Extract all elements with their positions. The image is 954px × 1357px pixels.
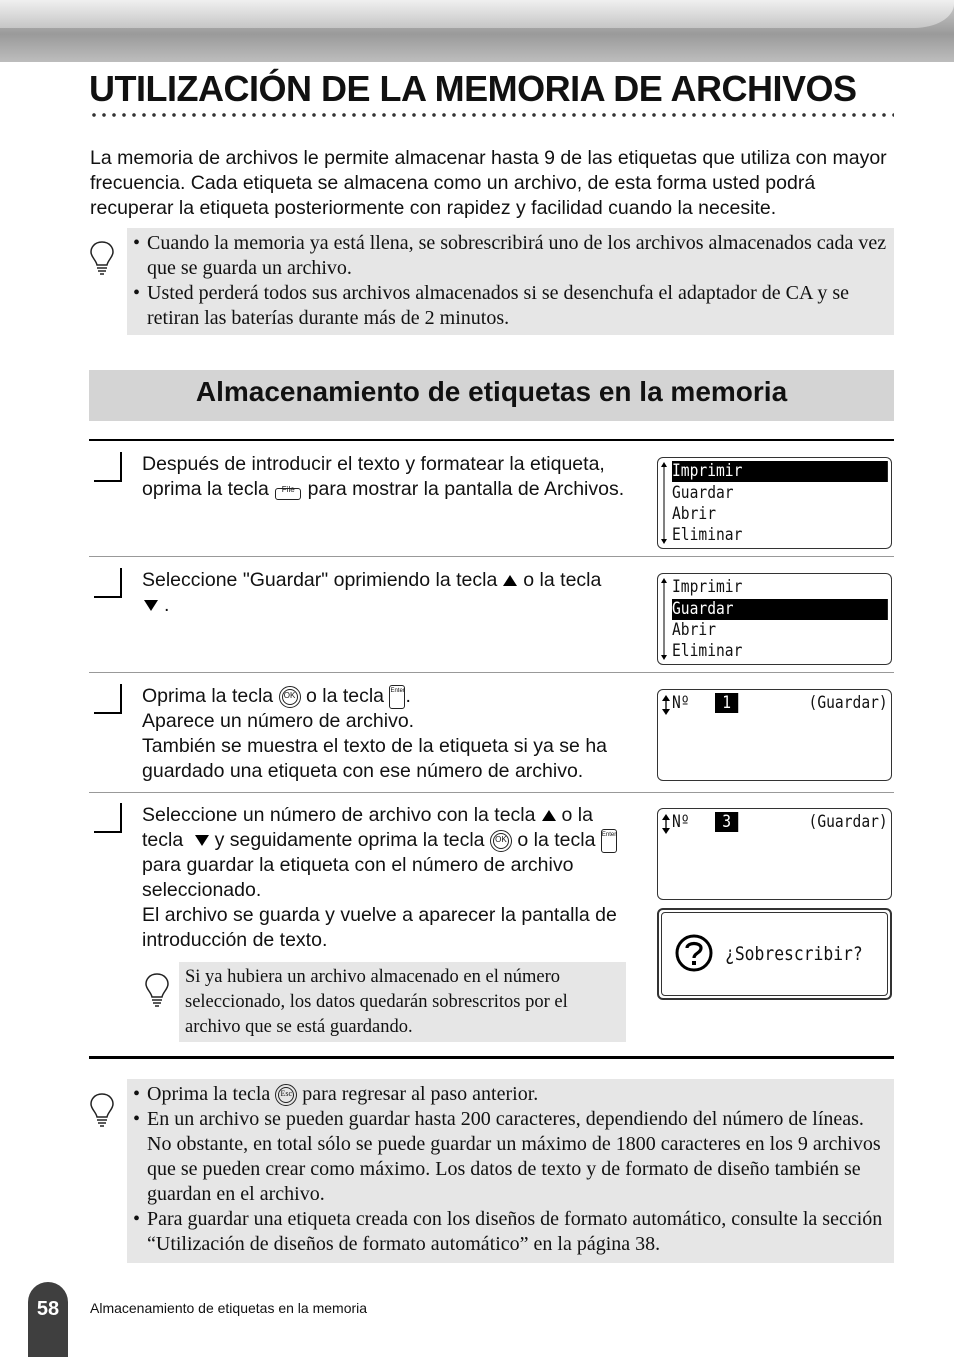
list-item: • Oprima la tecla Esc para regresar al paso anterior.: [147, 1082, 888, 1107]
list-item: • Para guardar una etiqueta creada con los diseños de formato automático, consulte la sección “Utilización de diseños de formato automático” en la página 38.: [147, 1207, 888, 1257]
section-header: [89, 370, 894, 421]
page-title: UTILIZACIÓN DE LA MEMORIA DE ARCHIVOS: [89, 68, 857, 109]
step-marker: [94, 452, 122, 482]
list-item: • Usted perderá todos sus archivos almacenados si se desenchufa el adaptador de CA y se retiran las baterías durante más de 2 minutos.: [147, 281, 888, 331]
scroll-arrows-icon: [661, 578, 667, 660]
divider: [89, 1056, 894, 1059]
dotted-divider: [89, 111, 894, 119]
lightbulb-icon: [89, 1092, 115, 1128]
step-1-text: Después de introducir el texto y formatear la etiqueta, oprima la tecla File para mostrar la pantalla de Archivos.: [142, 453, 625, 500]
intro-paragraph: La memoria de archivos le permite almacenar hasta 9 de las etiquetas que utiliza con mayor frecuencia. Cada etiqueta se almacena como un archivo, de esta forma usted podrá recuperar la etiqueta posteriormente con rapidez y facilidad cuando la necesite.: [90, 147, 887, 219]
step-marker: [94, 803, 122, 833]
tip-note: [127, 1079, 894, 1263]
list-item: • En un archivo se pueden guardar hasta 200 caracteres, dependiendo del número de líneas. No obstante, en total sólo se puede guardar un máximo de 1800 caracteres en los 9 archivos que se pueden crear como máximo. Los datos de texto y de formato de diseño también se guardan en el archivo.: [147, 1107, 888, 1207]
ok-key-icon: OK: [490, 830, 512, 852]
lcd-screen-menu: Imprimir Guardar Abrir Eliminar: [657, 457, 892, 549]
lcd-screen-overwrite: ¿Sobrescribir?: [657, 908, 892, 1000]
question-icon: [675, 934, 713, 972]
down-arrow-icon: [144, 600, 158, 611]
step-2-text: Seleccione "Guardar" oprimiendo la tecla o la tecla .: [142, 569, 602, 616]
step-4-text: Seleccione un número de archivo con la tecla o la tecla y seguidamente oprima la tecla OK o la tecla Enter para guardar la etiqueta con el número de archivo seleccionado. El archivo se guarda y vuelve a aparecer la pantalla de introducción de texto.: [142, 804, 617, 951]
esc-key-icon: Esc: [275, 1084, 297, 1106]
divider: [89, 556, 894, 557]
down-arrow-icon: [195, 835, 209, 846]
step-3-text: Oprima la tecla OK o la tecla Enter. Aparece un número de archivo. También se muestra el texto de la etiqueta si ya se ha guardado una etiqueta con ese número de archivo.: [142, 685, 608, 782]
footer-section-title: Almacenamiento de etiquetas en la memoria: [90, 1300, 368, 1316]
up-down-icon: [662, 695, 670, 715]
file-key-icon: File: [274, 479, 302, 501]
lightbulb-icon: [89, 240, 115, 276]
list-item: • Cuando la memoria ya está llena, se sobrescribirá uno de los archivos almacenados cada vez que se guarda un archivo.: [147, 231, 888, 281]
up-arrow-icon: [503, 575, 517, 586]
ok-key-icon: OK: [279, 686, 301, 708]
divider: [89, 792, 894, 793]
up-arrow-icon: [542, 810, 556, 821]
lcd-screen-file-number: Nº 3 (Guardar): [657, 808, 892, 900]
header-band: [0, 0, 954, 62]
lightbulb-icon: [144, 972, 170, 1008]
enter-key-icon: Enter: [389, 685, 405, 709]
divider: [89, 672, 894, 673]
up-down-icon: [662, 814, 670, 834]
tip-note: [127, 228, 894, 335]
lcd-screen-file-number: Nº 1 (Guardar): [657, 689, 892, 781]
step-marker: [94, 568, 122, 598]
tip-note: Si ya hubiera un archivo almacenado en el número seleccionado, los datos quedarán sobrescritos por el archivo que se está guardando.: [179, 962, 626, 1042]
page-number: 58: [28, 1282, 68, 1357]
section-title: Almacenamiento de etiquetas en la memoria: [195, 376, 788, 407]
scroll-arrows-icon: [661, 462, 667, 544]
step-marker: [94, 684, 122, 714]
divider: [89, 439, 894, 441]
enter-key-icon: Enter: [601, 829, 617, 853]
lcd-screen-menu: Imprimir Guardar Abrir Eliminar: [657, 573, 892, 665]
